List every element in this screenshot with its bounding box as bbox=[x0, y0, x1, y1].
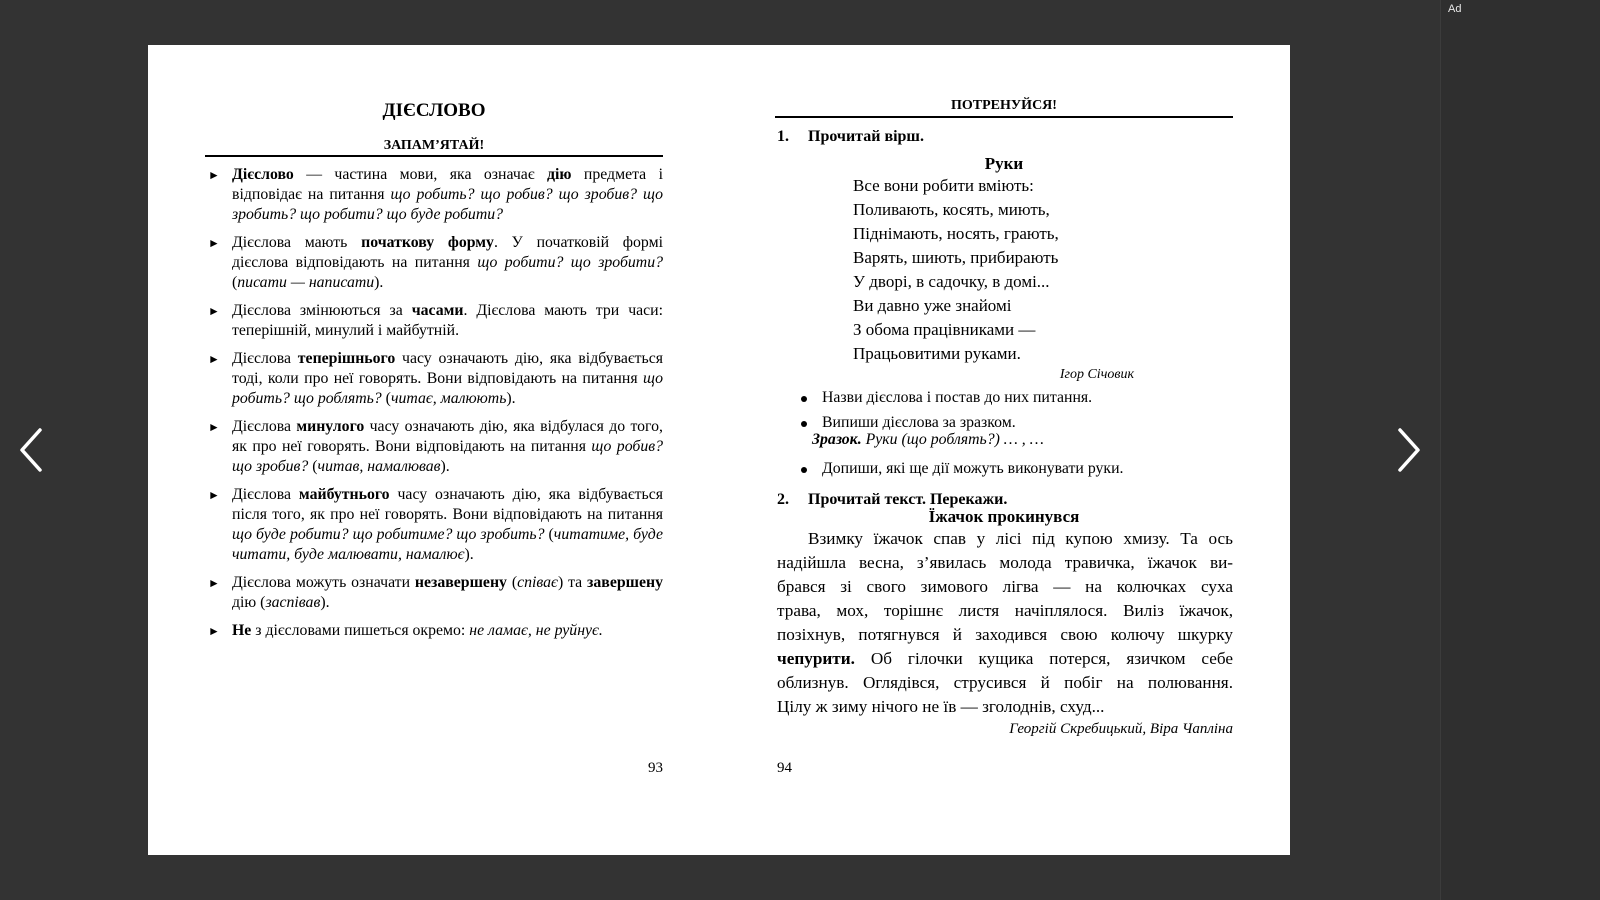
triangle-bullet-icon: ► bbox=[208, 624, 220, 638]
rule-item bbox=[205, 349, 663, 409]
practice-heading: ПОТРЕНУЙСЯ! bbox=[951, 98, 1057, 113]
poem-line: Варять, шиють, прибирають bbox=[853, 248, 1059, 267]
bold-term: майбутнього bbox=[298, 486, 390, 503]
bold-term: Дієслово bbox=[232, 166, 294, 183]
italic-text: що робити? що зробити? bbox=[477, 254, 663, 271]
sample-line bbox=[812, 431, 1044, 449]
triangle-bullet-icon: ► bbox=[208, 236, 220, 250]
list-item: Назви дієслова і постав до них питання. bbox=[799, 389, 1219, 414]
italic-text: писати — написати bbox=[237, 274, 375, 291]
chevron-right-icon bbox=[1386, 420, 1430, 480]
text-run: ). bbox=[374, 274, 384, 291]
poem-line: Ви давно уже знайомі bbox=[853, 296, 1012, 315]
story-line bbox=[777, 695, 1233, 719]
sample-text: Руки (що роблять?) … , … bbox=[861, 431, 1044, 448]
heading-divider bbox=[775, 116, 1233, 118]
triangle-bullet-icon: ► bbox=[208, 420, 220, 434]
task-1 bbox=[777, 128, 924, 146]
bullet-icon bbox=[801, 396, 807, 402]
story-line bbox=[777, 599, 1233, 623]
text-run: Дієслова змінюються за bbox=[232, 302, 412, 319]
text-run: Дієслова можуть означати bbox=[232, 574, 415, 591]
task-text: Прочитай вірш. bbox=[808, 128, 924, 145]
rule-item bbox=[205, 301, 663, 341]
story-text bbox=[777, 527, 1233, 719]
story-line bbox=[777, 623, 1233, 647]
text-run: ). bbox=[440, 458, 450, 475]
italic-text: не ламає, не руйнує. bbox=[469, 622, 603, 639]
poem-line: У дворі, в садочку, в домі... bbox=[853, 272, 1050, 291]
text-run: часу означають дію, яка відбувається після того, як про неї говорять. Вони відповідають на питання bbox=[232, 486, 663, 523]
chevron-left-icon bbox=[10, 420, 54, 480]
poem-line: Працьовитими руками. bbox=[853, 344, 1021, 363]
rule-item bbox=[205, 573, 663, 613]
italic-text: читав, намалював bbox=[317, 458, 441, 475]
triangle-bullet-icon: ► bbox=[208, 576, 220, 590]
bold-term: завершену bbox=[587, 574, 663, 591]
rule-item bbox=[205, 165, 663, 225]
triangle-bullet-icon: ► bbox=[208, 168, 220, 182]
italic-text: що робить? що роблять? bbox=[232, 370, 663, 407]
text-run: Цілу ж зиму нічого не їв — зголоднів, схуд... bbox=[777, 697, 1105, 716]
triangle-bullet-icon: ► bbox=[208, 488, 220, 502]
rules-list bbox=[205, 165, 663, 649]
text-run: Взимку їжачок спав у лісі під купою хмизу. Та ось bbox=[808, 529, 1233, 548]
text-run: ( bbox=[381, 390, 391, 407]
text-run: дію ( bbox=[232, 594, 266, 611]
poem-title: Руки bbox=[984, 154, 1024, 173]
text-run: облизнув. Оглядівся, струсився й побіг на полювання. bbox=[777, 673, 1233, 692]
rule-item bbox=[205, 485, 663, 565]
text-run: з дієсловами пишеться окремо: bbox=[251, 622, 470, 639]
page-number: 93 bbox=[648, 760, 663, 776]
text-run: — частина мови, яка означає bbox=[293, 166, 548, 183]
text-run: Дієслова bbox=[232, 418, 297, 435]
story-author: Георгій Скребицький, Віра Чапліна bbox=[1009, 721, 1233, 737]
bullet-icon bbox=[801, 421, 807, 427]
poem-line: Все вони робити вміють: bbox=[853, 176, 1034, 195]
page-number: 94 bbox=[777, 760, 792, 776]
bold-term: теперішнього bbox=[297, 350, 396, 367]
next-page-button[interactable] bbox=[1386, 420, 1430, 480]
bullet-icon bbox=[801, 467, 807, 473]
italic-text: співає bbox=[517, 574, 558, 591]
text-run: часу означають дію, яка відбулася до того, як про неї говорять. Вони відповідають на питання bbox=[232, 418, 663, 455]
story-line bbox=[777, 527, 1233, 551]
text-run: ). bbox=[506, 390, 516, 407]
text-run: ( bbox=[308, 458, 318, 475]
text-run: трава, мох, торішнє листя начіплялося. Виліз їжачок, bbox=[777, 601, 1233, 620]
heading-divider bbox=[205, 155, 663, 157]
triangle-bullet-icon: ► bbox=[208, 304, 220, 318]
text-run: часу означають дію, яка відбувається тоді, коли про неї говорять. Вони відповідають на питання bbox=[232, 350, 663, 387]
ad-label: Ad bbox=[1448, 3, 1462, 15]
story-title: Їжачок прокинувся bbox=[928, 507, 1080, 526]
task-text: Прочитай текст. Перекажи. bbox=[808, 491, 1008, 508]
rule-item bbox=[205, 233, 663, 293]
bold-term: часами bbox=[411, 302, 464, 319]
previous-page-button[interactable] bbox=[10, 420, 54, 480]
chapter-title: ДІЄСЛОВО bbox=[382, 100, 486, 121]
text-run: Дієслова мають bbox=[232, 234, 362, 251]
task-number: 2. bbox=[777, 491, 789, 508]
italic-text: що робив? що зробив? bbox=[232, 438, 663, 475]
text-run: Дієслова bbox=[232, 350, 298, 367]
italic-text: заспівав bbox=[265, 594, 321, 611]
task-number: 1. bbox=[777, 128, 789, 145]
italic-text: читатиме, буде читати, буде малювати, намалює bbox=[232, 526, 663, 563]
list-item: Випиши дієслова за зразком. bbox=[799, 414, 1219, 439]
poem-line: Піднімають, носять, грають, bbox=[853, 224, 1059, 243]
triangle-bullet-icon: ► bbox=[208, 352, 220, 366]
bold-term: чепурити. bbox=[777, 649, 855, 668]
text-run: брався зі свого зимового лігва — на колючках суха bbox=[777, 577, 1233, 596]
text-run: . У початковій формі дієслова відповідають на питання bbox=[232, 234, 663, 271]
remember-heading: ЗАПАМ’ЯТАЙ! bbox=[383, 138, 485, 153]
text-run: Об гілочки кущика потерся, язичком себе bbox=[854, 649, 1233, 668]
text-run: ( bbox=[232, 274, 238, 291]
story-line bbox=[777, 575, 1233, 599]
text-run: . Дієслова мають три часи: теперішній, минулий і майбутній. bbox=[232, 302, 664, 339]
book-spread bbox=[148, 45, 1290, 855]
poem bbox=[853, 175, 1059, 367]
text-run: ). bbox=[464, 546, 474, 563]
bold-term: початкову форму bbox=[361, 234, 494, 251]
bold-term: дію bbox=[547, 166, 572, 183]
italic-text: що робить? що робив? що зробив? що зробить? що робити? що буде робити? bbox=[232, 186, 663, 223]
text-run: ). bbox=[320, 594, 330, 611]
text-run: ) та bbox=[557, 574, 588, 591]
text-run: ( bbox=[544, 526, 554, 543]
rule-item bbox=[205, 621, 663, 641]
poem-author: Ігор Січовик bbox=[1059, 367, 1134, 382]
rule-item bbox=[205, 417, 663, 477]
task-1-extra bbox=[799, 460, 1219, 478]
ad-panel bbox=[1440, 0, 1600, 900]
bold-term: Не bbox=[232, 622, 252, 639]
text-run: ( bbox=[506, 574, 518, 591]
poem-line: З обома працівниками — bbox=[853, 320, 1036, 339]
text-run: позіхнув, потягнувся й заходився свою колючу шкурку bbox=[777, 625, 1233, 644]
text-run: Дієслова bbox=[232, 486, 299, 503]
sample-label: Зразок. bbox=[812, 431, 862, 448]
bold-term: незавершену bbox=[414, 574, 507, 591]
text-run: предмета і відповідає на питання bbox=[232, 166, 663, 203]
story-line bbox=[777, 671, 1233, 695]
italic-text: що буде робити? що робитиме? що зробить? bbox=[232, 526, 545, 543]
poem-line: Поливають, косять, миють, bbox=[853, 200, 1050, 219]
italic-text: читає, малюють bbox=[390, 390, 507, 407]
story-line bbox=[777, 647, 1233, 671]
list-item: Допиши, які ще дії можуть виконувати руки. bbox=[799, 460, 1219, 478]
bold-term: минулого bbox=[296, 418, 365, 435]
text-run: надійшла весна, з’явилась молода травичка, їжачок ви- bbox=[777, 553, 1233, 572]
story-line bbox=[777, 551, 1233, 575]
